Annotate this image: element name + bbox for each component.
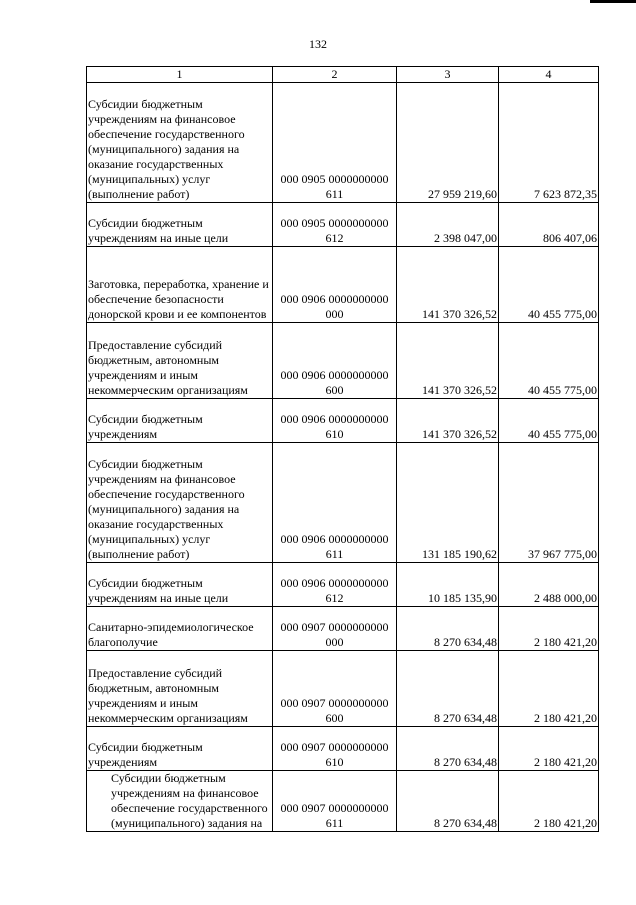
row-value-col3: 141 370 326,52 (397, 323, 499, 399)
row-value-col4: 2 180 421,20 (499, 771, 599, 832)
row-value-col4: 7 623 872,35 (499, 83, 599, 203)
row-value-col3: 141 370 326,52 (397, 247, 499, 323)
row-value-col3: 8 270 634,48 (397, 651, 499, 727)
row-name: Субсидии бюджетным учреждениям на финансовое обеспечение государственного (муниципального) задания на оказание государственных (муниципальных) услуг (выполнение работ) (87, 83, 273, 203)
row-value-col3: 27 959 219,60 (397, 83, 499, 203)
row-value-col4: 2 180 421,20 (499, 727, 599, 771)
row-code: 000 0906 0000000000 600 (273, 323, 397, 399)
row-name: Субсидии бюджетным учреждениям на иные цели (87, 563, 273, 607)
row-value-col3: 8 270 634,48 (397, 607, 499, 651)
row-code: 000 0907 0000000000 611 (273, 771, 397, 832)
table-row (87, 399, 599, 443)
top-edge-rule (590, 0, 636, 3)
row-value-col4: 806 407,06 (499, 203, 599, 247)
row-name: Субсидии бюджетным учреждениям (87, 727, 273, 771)
row-code: 000 0907 0000000000 600 (273, 651, 397, 727)
row-value-col3: 8 270 634,48 (397, 727, 499, 771)
column-header-2: 2 (273, 67, 397, 83)
table-row (87, 443, 599, 563)
table-row (87, 323, 599, 399)
row-code: 000 0907 0000000000 000 (273, 607, 397, 651)
row-code: 000 0906 0000000000 612 (273, 563, 397, 607)
row-name: Санитарно-эпидемиологическое благополучие (87, 607, 273, 651)
row-value-col4: 2 180 421,20 (499, 607, 599, 651)
row-value-col4: 2 180 421,20 (499, 651, 599, 727)
row-name: Предоставление субсидий бюджетным, автономным учреждениям и иным некоммерческим организациям (87, 323, 273, 399)
row-name: Субсидии бюджетным учреждениям на финансовое обеспечение государственного (муниципального) задания на оказание государственных (муниципальных) услуг (выполнение работ) (87, 443, 273, 563)
row-value-col3: 2 398 047,00 (397, 203, 499, 247)
row-value-col3: 10 185 135,90 (397, 563, 499, 607)
row-value-col4: 40 455 775,00 (499, 399, 599, 443)
row-code: 000 0905 0000000000 612 (273, 203, 397, 247)
row-name: Субсидии бюджетным учреждениям (87, 399, 273, 443)
row-name: Предоставление субсидий бюджетным, автономным учреждениям и иным некоммерческим организациям (87, 651, 273, 727)
column-header-3: 3 (397, 67, 499, 83)
row-value-col4: 2 488 000,00 (499, 563, 599, 607)
row-value-col4: 40 455 775,00 (499, 323, 599, 399)
column-header-4: 4 (499, 67, 599, 83)
column-header-1: 1 (87, 67, 273, 83)
row-value-col4: 40 455 775,00 (499, 247, 599, 323)
table-row (87, 771, 599, 832)
row-code: 000 0906 0000000000 611 (273, 443, 397, 563)
row-name: Субсидии бюджетным учреждениям на иные цели (87, 203, 273, 247)
row-name: Заготовка, переработка, хранение и обеспечение безопасности донорской крови и ее компонентов (87, 247, 273, 323)
table-row (87, 247, 599, 323)
table-row (87, 727, 599, 771)
budget-table (86, 66, 599, 832)
table-row (87, 83, 599, 203)
table-row (87, 203, 599, 247)
row-value-col3: 141 370 326,52 (397, 399, 499, 443)
table-header-row (87, 67, 599, 83)
row-code: 000 0906 0000000000 000 (273, 247, 397, 323)
table-row (87, 607, 599, 651)
row-value-col3: 131 185 190,62 (397, 443, 499, 563)
row-value-col4: 37 967 775,00 (499, 443, 599, 563)
row-code: 000 0906 0000000000 610 (273, 399, 397, 443)
table-row (87, 563, 599, 607)
row-name: Субсидии бюджетным учреждениям на финансовое обеспечение государственного (муниципального) задания на (87, 771, 273, 832)
row-value-col3: 8 270 634,48 (397, 771, 499, 832)
page-number: 132 (309, 37, 327, 51)
row-code: 000 0907 0000000000 610 (273, 727, 397, 771)
table-row (87, 651, 599, 727)
row-code: 000 0905 0000000000 611 (273, 83, 397, 203)
